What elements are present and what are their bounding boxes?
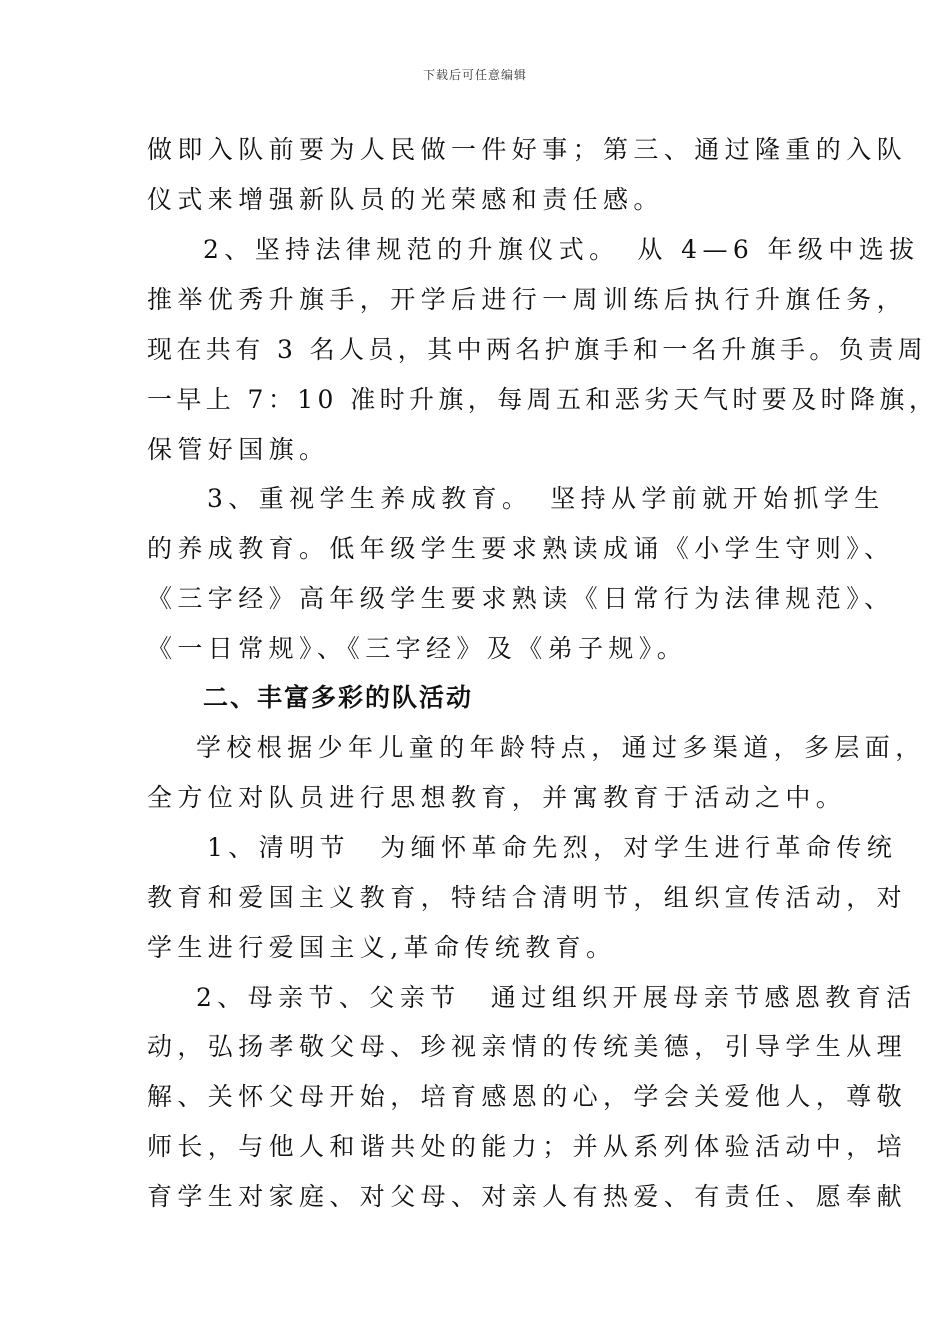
text-line: 学校根据少年儿童的年龄特点，通过多渠道，多层面， [196, 733, 926, 762]
text-line: 推举优秀升旗手，开学后进行一周训练后执行升旗任务， [147, 285, 908, 314]
text-line: 全方位对队员进行思想教育，并寓教育于活动之中。 [147, 783, 847, 812]
text-line: 做即入队前要为人民做一件好事；第三、通过隆重的入队 [147, 135, 908, 164]
text-line: 解、关怀父母开始，培育感恩的心，学会关爱他人，尊敬 [147, 1082, 908, 1111]
text-line: 现在共有 3 名人员，其中两名护旗手和一名升旗手。负责周 [147, 335, 928, 364]
header-note: 下载后可任意编辑 [422, 68, 527, 82]
text-line: 《三字经》高年级学生要求熟读《日常行为法律规范》、 [147, 584, 895, 613]
text-line: 《一日常规》、《三字经》及《弟子规》。 [147, 634, 688, 663]
section-heading: 二、丰富多彩的队活动 [203, 683, 474, 712]
text-line: 育学生对家庭、对父母、对亲人有热爱、有责任、愿奉献 [147, 1182, 908, 1211]
text-line: 3、重视学生养成教育。 坚持从学前就开始抓学生 [207, 484, 885, 513]
text-line: 1、清明节 为缅怀革命先烈，对学生进行革命传统 [207, 833, 898, 862]
text-line: 动，弘扬孝敬父母、珍视亲情的传统美德，引导学生从理 [147, 1032, 908, 1061]
text-line: 2、坚持法律规范的升旗仪式。 从 4—6 年级中选拔 [203, 235, 920, 264]
text-line: 学生进行爱国主义,革命传统教育。 [147, 933, 617, 962]
text-line: 教育和爱国主义教育，特结合清明节，组织宣传活动，对 [147, 883, 908, 912]
text-line: 仪式来增强新队员的光荣感和责任感。 [147, 185, 664, 214]
text-line: 一早上 7：10 准时升旗，每周五和恶劣天气时要及时降旗， [147, 385, 939, 414]
text-line: 保管好国旗。 [147, 435, 330, 464]
text-line: 师长，与他人和谐共处的能力；并从系列体验活动中，培 [147, 1132, 908, 1161]
text-line: 2、母亲节、父亲节 通过组织开展母亲节感恩教育活 [196, 983, 917, 1012]
text-line: 的养成教育。低年级学生要求熟读成诵《小学生守则》、 [147, 534, 895, 563]
